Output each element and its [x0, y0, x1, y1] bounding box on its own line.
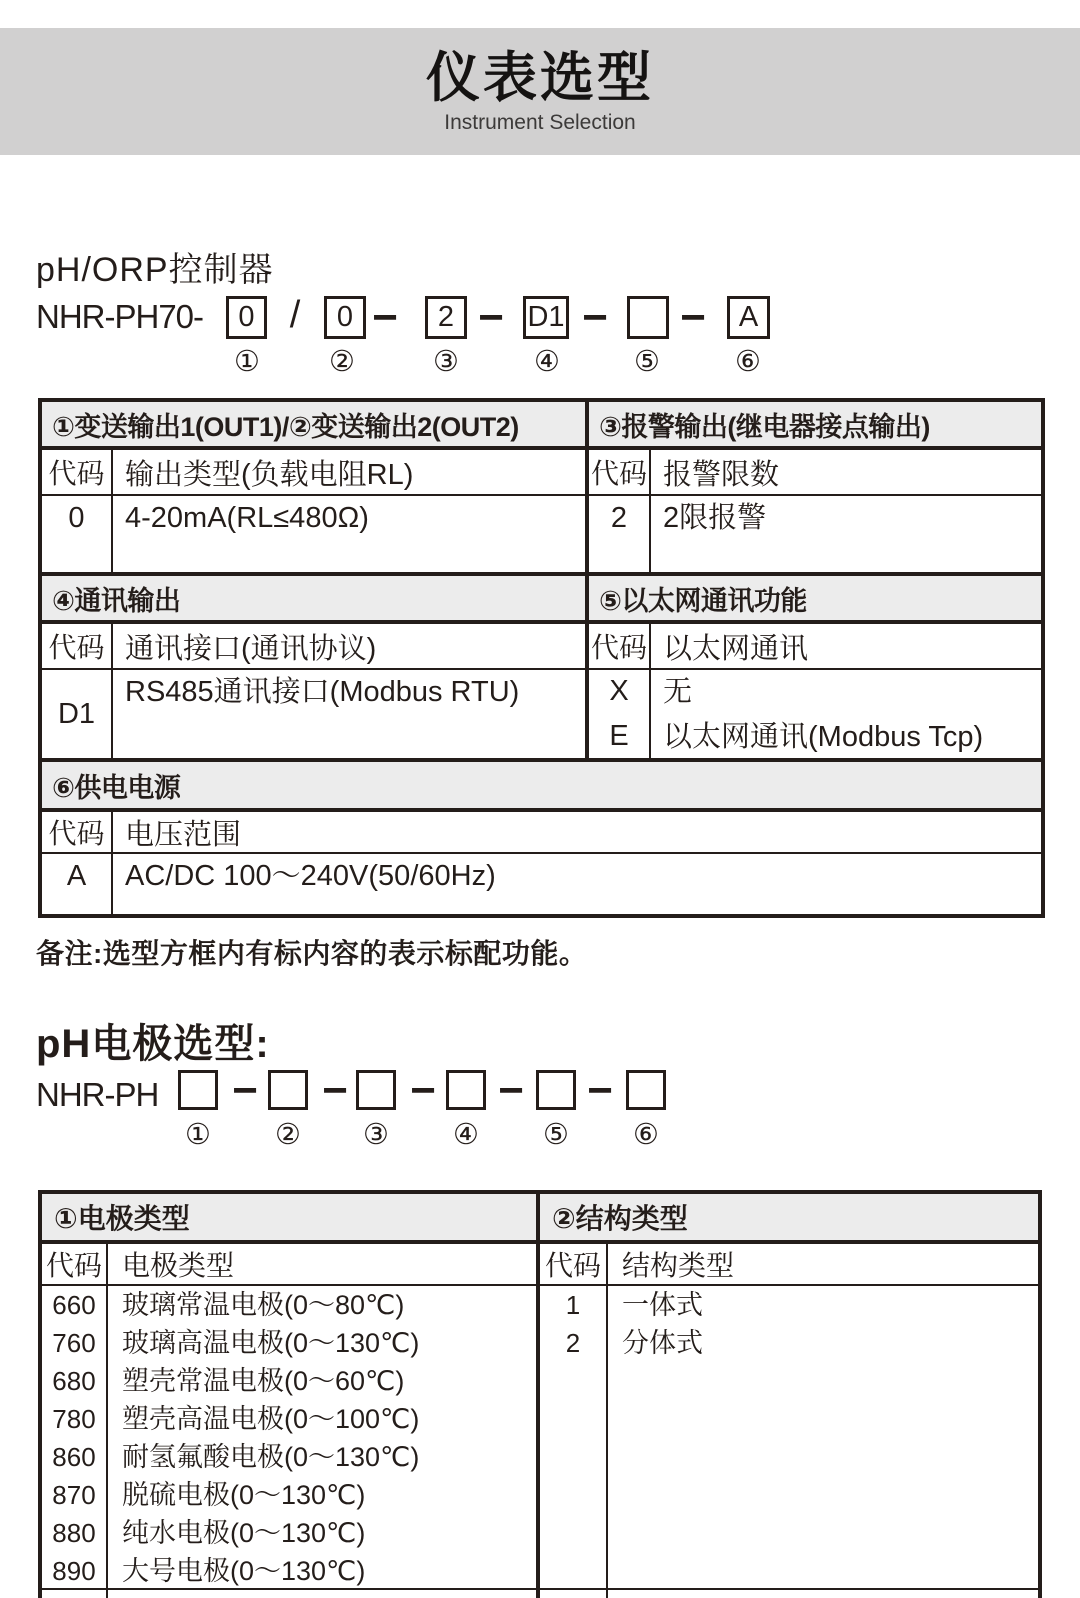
controller-position-marker-2: ② [329, 346, 355, 378]
ethernet-code-x: X [609, 675, 629, 707]
electrode-desc: 塑壳高温电极(0～100℃) [122, 1404, 420, 1434]
electrode-desc: 玻璃高温电极(0～130℃) [122, 1328, 420, 1358]
table-row [42, 624, 1041, 670]
output-type-label: 输出类型(负载电阻RL) [113, 450, 589, 494]
ethernet-codes [589, 670, 651, 758]
alarm-code [589, 496, 651, 572]
electrode-selection-table [38, 1190, 1042, 1598]
electrode-desc: 耐氢氟酸电极(0～130℃) [122, 1442, 420, 1472]
note: 备注:选型方框内有标内容的表示标配功能。 [36, 938, 588, 969]
electrode-position-marker-4: ④ [453, 1119, 479, 1151]
table-row [42, 1194, 1038, 1244]
controller-model-box-5 [627, 296, 669, 339]
code-label: 代码 [42, 1244, 108, 1284]
structure-code: 1 [565, 1290, 581, 1320]
table-row [42, 1286, 1038, 1590]
comm-desc-value: RS485通讯接口(Modbus RTU) [125, 676, 520, 708]
page-subtitle: Instrument Selection [444, 110, 636, 134]
stub-cell [608, 1590, 1038, 1598]
controller-position-marker-1: ① [234, 346, 260, 378]
controller-position-marker-6: ⑥ [735, 346, 761, 378]
electrode-code: 890 [52, 1556, 96, 1586]
electrode-code: 860 [52, 1442, 96, 1472]
table-row [42, 1590, 1038, 1598]
electrode-model-box-5 [536, 1070, 576, 1110]
electrode-model-box-2 [268, 1070, 308, 1110]
electrode-model-separator-1: − [232, 1066, 258, 1115]
electrode-desc: 玻璃常温电极(0～80℃) [122, 1290, 405, 1320]
table-row [42, 450, 1041, 496]
out-code [42, 496, 113, 572]
out-code-value: 0 [68, 502, 85, 534]
controller-model-box-1: 0 [226, 296, 267, 339]
header-out1-out2: ①变送输出1(OUT1)/②变送输出2(OUT2) [42, 402, 589, 446]
out-desc [113, 496, 589, 572]
structure-codes [540, 1286, 608, 1588]
electrode-code: 760 [52, 1328, 96, 1358]
electrode-codes [42, 1286, 108, 1588]
electrode-code: 660 [52, 1290, 96, 1320]
ethernet-label: 以太网通讯 [663, 632, 809, 665]
controller-position-marker-3: ③ [433, 346, 459, 378]
controller-model-separator-2: − [372, 293, 398, 342]
voltage-range-label: 电压范围 [125, 818, 242, 851]
electrode-model-separator-3: − [410, 1066, 436, 1115]
electrode-position-marker-1: ① [185, 1119, 211, 1151]
table-row [42, 670, 1041, 762]
code-label: 代码 [589, 450, 651, 494]
comm-code-value: D1 [57, 697, 96, 730]
electrode-code: 880 [52, 1518, 96, 1548]
header-electrode-type: ①电极类型 [42, 1194, 540, 1240]
electrode-position-marker-6: ⑥ [633, 1119, 659, 1151]
electrode-code: 680 [52, 1366, 96, 1396]
power-desc [113, 854, 1041, 914]
table-row [42, 402, 1041, 450]
electrode-model-separator-2: − [322, 1066, 348, 1115]
electrode-desc: 大号电极(0～130℃) [122, 1556, 366, 1586]
stub-cell [108, 1590, 540, 1598]
controller-model-separator-4: − [582, 293, 608, 342]
code-label: 代码 [42, 812, 113, 852]
power-code [42, 854, 113, 914]
header-power-supply: ⑥供电电源 [42, 762, 1041, 808]
comm-desc [113, 670, 589, 758]
code-label: 代码 [540, 1244, 608, 1284]
electrode-position-marker-2: ② [275, 1119, 301, 1151]
comm-interface-label: 通讯接口(通讯协议) [113, 624, 589, 668]
structure-desc: 分体式 [622, 1328, 703, 1358]
table-row [42, 854, 1041, 914]
electrode-model-prefix: NHR-PH [36, 1076, 159, 1113]
table-row [42, 496, 1041, 576]
controller-model-prefix: NHR-PH70- [36, 298, 204, 335]
table-row [42, 812, 1041, 854]
power-code-value: A [66, 860, 87, 892]
header-ethernet: ⑤以太网通讯功能 [589, 576, 1041, 620]
controller-model-box-3: 2 [425, 296, 467, 339]
code-label: 代码 [42, 624, 113, 668]
code-label: 代码 [589, 624, 651, 668]
structure-code: 2 [565, 1328, 581, 1358]
alarm-code-value: 2 [610, 502, 628, 534]
title-banner [0, 28, 1080, 155]
ethernet-descs [651, 670, 1041, 758]
electrode-model-box-3 [356, 1070, 396, 1110]
controller-model-box-4: D1 [523, 296, 569, 339]
electrode-model-separator-4: − [498, 1066, 524, 1115]
comm-code [42, 670, 113, 758]
ethernet-desc-tcp: 以太网通讯(Modbus Tcp) [663, 721, 984, 753]
power-desc-value: AC/DC 100～240V(50/60Hz) [125, 860, 496, 892]
electrode-position-marker-3: ③ [363, 1119, 389, 1151]
controller-model-box-6: A [727, 296, 770, 339]
electrode-descs [108, 1286, 540, 1588]
controller-position-marker-5: ⑤ [634, 346, 660, 378]
stub-cell [540, 1590, 608, 1598]
table-row [42, 576, 1041, 624]
structure-descs [608, 1286, 1038, 1588]
controller-heading: pH/ORP控制器 [36, 251, 274, 289]
ethernet-code-e: E [609, 720, 629, 752]
controller-model-separator-1: / [289, 294, 301, 336]
page-title: 仪表选型 [426, 47, 654, 108]
ethernet-desc-none: 无 [663, 676, 693, 708]
controller-selection-table [38, 398, 1045, 918]
electrode-model-box-1 [178, 1070, 218, 1110]
controller-model-box-2: 0 [324, 296, 366, 339]
electrode-heading: pH电极选型: [36, 1022, 270, 1066]
electrode-code: 780 [52, 1404, 96, 1434]
table-row [42, 762, 1041, 812]
controller-model-separator-3: − [478, 293, 504, 342]
alarm-desc [651, 496, 1041, 572]
out-desc-value: 4-20mA(RL≤480Ω) [125, 502, 369, 534]
header-comm-output: ④通讯输出 [42, 576, 589, 620]
controller-position-marker-4: ④ [534, 346, 560, 378]
electrode-position-marker-5: ⑤ [543, 1119, 569, 1151]
alarm-desc-value: 2限报警 [663, 502, 767, 534]
electrode-model-box-6 [626, 1070, 666, 1110]
electrode-code: 870 [52, 1480, 96, 1510]
header-structure-type: ②结构类型 [540, 1194, 1038, 1240]
alarm-limit-label: 报警限数 [663, 458, 780, 491]
table-row [42, 1244, 1038, 1286]
electrode-desc: 脱硫电极(0～130℃) [122, 1480, 366, 1510]
header-alarm-output: ③报警输出(继电器接点输出) [589, 402, 1041, 446]
electrode-desc: 纯水电极(0～130℃) [122, 1518, 366, 1548]
electrode-type-label: 电极类型 [108, 1244, 540, 1284]
electrode-model-separator-5: − [587, 1066, 613, 1115]
code-label: 代码 [42, 450, 113, 494]
structure-type-label: 结构类型 [622, 1250, 735, 1281]
stub-cell [42, 1590, 108, 1598]
electrode-model-box-4 [446, 1070, 486, 1110]
electrode-desc: 塑壳常温电极(0～60℃) [122, 1366, 405, 1396]
controller-model-separator-5: − [680, 293, 706, 342]
structure-desc: 一体式 [622, 1290, 703, 1320]
